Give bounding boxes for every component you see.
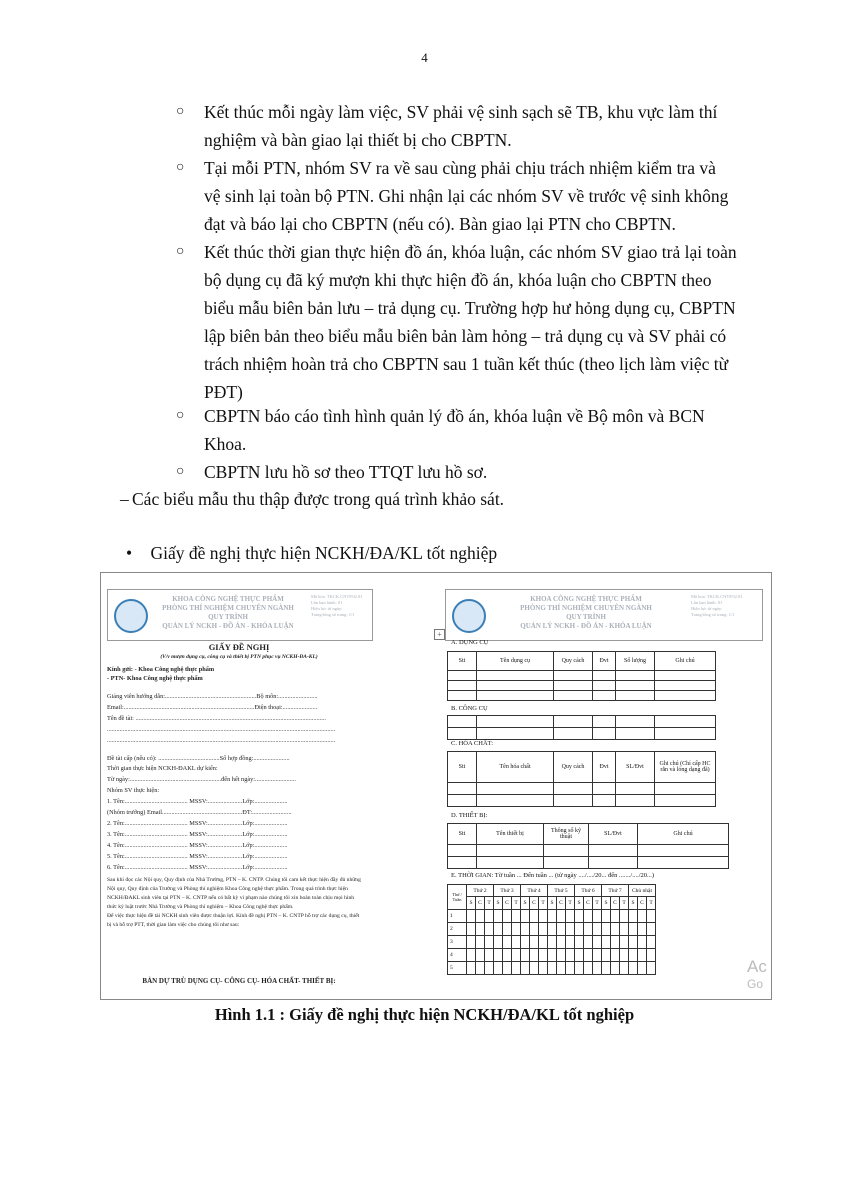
table-cell[interactable] <box>554 716 593 728</box>
schedule-corner-cell: Thứ / Tuần <box>448 885 467 910</box>
form-line: Email:...................................................................................Điện thoại:...................... <box>107 704 318 711</box>
schedule-cell[interactable] <box>584 949 593 962</box>
schedule-cell[interactable] <box>476 910 485 923</box>
schedule-cell[interactable] <box>575 923 584 936</box>
table-cell[interactable] <box>554 681 593 691</box>
schedule-cell[interactable] <box>503 923 512 936</box>
form-line: Sau khi đọc các Nội quy, Quy định của Nhà Trường, PTN – K. CNTP. Chúng tôi cam kết thực hiện đầy đủ những <box>107 877 361 883</box>
table-cell[interactable] <box>616 691 655 701</box>
day-header-cell: Thứ 7 <box>602 885 629 897</box>
session-header-cell: T <box>566 897 575 910</box>
schedule-cell[interactable] <box>602 962 611 975</box>
schedule-cell[interactable] <box>494 936 503 949</box>
university-logo-icon-right <box>452 599 486 633</box>
sub-bullet-line: vệ sinh lại toàn bộ PTN. Ghi nhận lại các nhóm SV về trước vệ sinh không <box>204 186 729 206</box>
schedule-cell[interactable] <box>602 923 611 936</box>
schedule-cell[interactable] <box>620 962 629 975</box>
sub-bullet-line: đạt và báo lại cho CBPTN (nếu có). Bàn giao lại PTN cho CBPTN. <box>204 214 676 234</box>
week-label-cell: 4 <box>448 949 467 962</box>
session-header-cell: C <box>530 897 539 910</box>
schedule-cell[interactable] <box>638 910 647 923</box>
sub-bullet-line: lập biên bản theo biểu mẫu biên bản làm hỏng – trả dụng cụ và SV phải có <box>204 326 727 346</box>
schedule-cell[interactable] <box>647 949 656 962</box>
table-cell[interactable] <box>593 716 616 728</box>
schedule-cell[interactable] <box>629 949 638 962</box>
session-header-cell: S <box>629 897 638 910</box>
table-cell[interactable] <box>448 783 477 795</box>
right-header-meta: Mã hóa: TKCK.CNTP.02.01 Lần ban hành: 01 Hiệu lực từ ngày: Trang/tổng số trang: 1/1 <box>691 594 743 617</box>
schedule-cell[interactable] <box>485 962 494 975</box>
table-header-cell: Tên dụng cụ <box>477 652 554 671</box>
form-line: ................................................................................................................................................. <box>107 737 336 744</box>
section-c-label: C. HÓA CHẤT: <box>451 740 494 747</box>
form-line: 4. Tên:........................................ MSSV:......................Lớp:..................... <box>107 842 288 849</box>
week-label-cell: 5 <box>448 962 467 975</box>
day-header-cell: Thứ 4 <box>521 885 548 897</box>
schedule-cell[interactable] <box>566 962 575 975</box>
sub-bullet-line: Kết thúc thời gian thực hiện đồ án, khóa luận, các nhóm SV giao trả lại toàn <box>204 242 737 262</box>
sub-bullet-line: Tại mỗi PTN, nhóm SV ra về sau cùng phải chịu trách nhiệm kiểm tra và <box>204 158 716 178</box>
session-header-cell: S <box>467 897 476 910</box>
schedule-cell[interactable] <box>530 923 539 936</box>
form-title: GIẤY ĐỀ NGHỊ <box>208 642 270 652</box>
circle-bullet-icon: ○ <box>176 408 185 423</box>
form-subtitle: (V/v mượn dụng cụ, công cụ và thiết bị PTN phục vụ NCKH-ĐA-KL) <box>160 654 318 660</box>
form-line: 3. Tên:........................................ MSSV:......................Lớp:..................... <box>107 831 288 838</box>
form-figure <box>100 572 772 1000</box>
table-cell[interactable] <box>593 681 616 691</box>
sub-bullet-line: PĐT) <box>204 382 243 402</box>
schedule-cell[interactable] <box>575 910 584 923</box>
table-cell[interactable] <box>554 671 593 681</box>
schedule-cell[interactable] <box>539 923 548 936</box>
schedule-cell[interactable] <box>494 910 503 923</box>
schedule-cell[interactable] <box>584 910 593 923</box>
sub-bullet-line: Khoa. <box>204 434 247 454</box>
schedule-cell[interactable] <box>476 949 485 962</box>
table-cell[interactable] <box>477 691 554 701</box>
dot-bullet-icon: • <box>126 543 133 563</box>
table-header-cell: Quy cách <box>554 752 593 783</box>
table-cell[interactable] <box>477 845 544 857</box>
table-header-cell: Thông số kỹ thuật <box>544 824 589 845</box>
table-cell[interactable] <box>554 728 593 740</box>
watermark-text-2: Go <box>747 977 764 991</box>
sub-bullet-item <box>176 458 780 486</box>
table-cell[interactable] <box>655 691 716 701</box>
table-cell[interactable] <box>589 857 638 869</box>
dot-item-text: Giấy đề nghị thực hiện NCKH/ĐA/KL tốt nghiệp <box>150 543 498 563</box>
table-cell[interactable] <box>589 845 638 857</box>
dung-cu-table <box>447 651 716 701</box>
schedule-cell[interactable] <box>647 910 656 923</box>
table-cell[interactable] <box>638 857 729 869</box>
sub-bullet-line: CBPTN báo cáo tình hình quản lý đồ án, khóa luận về Bộ môn và BCN <box>204 406 705 426</box>
table-cell[interactable] <box>616 716 655 728</box>
schedule-cell[interactable] <box>611 936 620 949</box>
schedule-cell[interactable] <box>566 910 575 923</box>
table-cell[interactable] <box>448 716 477 728</box>
table-cell[interactable] <box>477 671 554 681</box>
schedule-cell[interactable] <box>575 962 584 975</box>
cong-cu-table <box>447 715 716 740</box>
schedule-cell[interactable] <box>638 936 647 949</box>
schedule-cell[interactable] <box>593 949 602 962</box>
table-cell[interactable] <box>554 691 593 701</box>
session-header-cell: C <box>476 897 485 910</box>
table-cell[interactable] <box>593 671 616 681</box>
schedule-cell[interactable] <box>647 923 656 936</box>
sub-bullet-item <box>176 238 780 406</box>
schedule-cell[interactable] <box>539 949 548 962</box>
schedule-cell[interactable] <box>620 949 629 962</box>
schedule-cell[interactable] <box>647 962 656 975</box>
schedule-cell[interactable] <box>593 936 602 949</box>
schedule-cell[interactable] <box>503 949 512 962</box>
schedule-cell[interactable] <box>548 949 557 962</box>
section-a-label: A. DỤNG CỤ <box>451 639 489 646</box>
table-header-cell: Đvt <box>593 652 616 671</box>
circle-bullet-icon: ○ <box>176 160 185 175</box>
sub-bullet-line: trách nhiệm hoàn trả cho CBPTN sau 1 tuần kết thúc (theo lịch làm việc từ <box>204 354 729 374</box>
week-label-cell: 2 <box>448 923 467 936</box>
week-label-cell: 1 <box>448 910 467 923</box>
session-header-cell: T <box>593 897 602 910</box>
table-cell[interactable] <box>477 857 544 869</box>
table-cell[interactable] <box>616 795 655 807</box>
schedule-cell[interactable] <box>485 936 494 949</box>
watermark-text-1: Ac <box>747 957 767 976</box>
schedule-cell[interactable] <box>548 962 557 975</box>
table-header-cell: Stt <box>448 752 477 783</box>
form-line: 5. Tên:........................................ MSSV:......................Lớp:..................... <box>107 853 288 860</box>
sub-bullet-line: nghiệm và bàn giao lại thiết bị cho CBPTN. <box>204 130 512 150</box>
table-cell[interactable] <box>616 783 655 795</box>
schedule-cell[interactable] <box>602 910 611 923</box>
left-header-text: KHOA CÔNG NGHỆ THỰC PHẨM PHÒNG THÍ NGHIỆM CHUYÊN NGÀNH QUY TRÌNH QUẢN LÝ NCKH - ĐỒ ÁN - KHÓA LUẬN <box>162 595 294 630</box>
form-line: 2. Tên:........................................ MSSV:......................Lớp:..................... <box>107 820 288 827</box>
schedule-cell[interactable] <box>521 910 530 923</box>
session-header-cell: T <box>512 897 521 910</box>
section-d-label: D. THIẾT BỊ: <box>451 812 488 819</box>
schedule-table <box>447 884 656 975</box>
form-line: ................................................................................................................................................. <box>107 726 336 733</box>
schedule-cell[interactable] <box>602 936 611 949</box>
section-e-label: E. THỜI GIAN: Từ tuần ... Đến tuần ... (từ ngày ..../..../20... đến ......./..../20...) <box>451 872 655 879</box>
dash-bullet-icon: – <box>120 489 129 509</box>
schedule-cell[interactable] <box>611 949 620 962</box>
schedule-cell[interactable] <box>530 936 539 949</box>
form-line: thức kỷ luật trước Nhà Trường và Phòng thí nghiệm – Khoa Công nghệ thực phẩm. <box>107 904 294 910</box>
schedule-cell[interactable] <box>539 910 548 923</box>
schedule-cell[interactable] <box>503 936 512 949</box>
table-cell[interactable] <box>477 783 554 795</box>
schedule-cell[interactable] <box>638 923 647 936</box>
schedule-cell[interactable] <box>593 962 602 975</box>
sub-bullet-line: CBPTN lưu hồ sơ theo TTQT lưu hồ sơ. <box>204 462 488 482</box>
table-cell[interactable] <box>477 681 554 691</box>
schedule-cell[interactable] <box>611 962 620 975</box>
schedule-cell[interactable] <box>521 936 530 949</box>
table-header-cell: Ghi chú <box>655 652 716 671</box>
schedule-cell[interactable] <box>566 936 575 949</box>
table-cell[interactable] <box>593 691 616 701</box>
schedule-cell[interactable] <box>503 910 512 923</box>
form-line: Từ ngày:..........................................................đến hết ngày:.......................... <box>107 776 296 783</box>
circle-bullet-icon: ○ <box>176 104 185 119</box>
table-header-cell: Số lượng <box>616 652 655 671</box>
table-cell[interactable] <box>448 857 477 869</box>
schedule-cell[interactable] <box>521 949 530 962</box>
sub-bullet-item <box>176 98 780 154</box>
session-header-cell: T <box>539 897 548 910</box>
table-cell[interactable] <box>477 716 554 728</box>
table-header-cell: Stt <box>448 824 477 845</box>
schedule-cell[interactable] <box>575 949 584 962</box>
table-header-cell: Stt <box>448 652 477 671</box>
table-cell[interactable] <box>448 681 477 691</box>
schedule-cell[interactable] <box>476 962 485 975</box>
table-header-cell: Tên hóa chất <box>477 752 554 783</box>
schedule-cell[interactable] <box>503 962 512 975</box>
schedule-cell[interactable] <box>467 962 476 975</box>
table-cell[interactable] <box>448 671 477 681</box>
schedule-cell[interactable] <box>467 949 476 962</box>
table-cell[interactable] <box>448 795 477 807</box>
form-line: Tên đề tài: ......................................................................................................................... <box>107 715 326 722</box>
form-line: Giảng viên hướng dẫn:..........................................................Bộ môn:......................... <box>107 693 318 700</box>
thiet-bi-table <box>447 823 729 869</box>
session-header-cell: S <box>548 897 557 910</box>
form-line: bị và hỗ trợ PTT, thời gian làm việc cho chúng tôi như sau: <box>107 922 240 928</box>
table-cell[interactable] <box>554 795 593 807</box>
schedule-cell[interactable] <box>566 949 575 962</box>
schedule-cell[interactable] <box>512 910 521 923</box>
schedule-cell[interactable] <box>566 923 575 936</box>
schedule-cell[interactable] <box>593 910 602 923</box>
table-cell[interactable] <box>448 845 477 857</box>
schedule-cell[interactable] <box>611 923 620 936</box>
schedule-cell[interactable] <box>647 936 656 949</box>
session-header-cell: T <box>647 897 656 910</box>
form-line: Đề tài cấp (nếu có): .......................................Số hợp đồng:....................... <box>107 755 290 762</box>
schedule-cell[interactable] <box>467 910 476 923</box>
schedule-cell[interactable] <box>521 962 530 975</box>
table-header-cell: SL/Đvt <box>616 752 655 783</box>
session-header-cell: C <box>503 897 512 910</box>
schedule-cell[interactable] <box>557 962 566 975</box>
schedule-cell[interactable] <box>602 949 611 962</box>
schedule-cell[interactable] <box>629 923 638 936</box>
schedule-cell[interactable] <box>584 962 593 975</box>
table-cell[interactable] <box>638 845 729 857</box>
table-header-cell: Tên thiết bị <box>477 824 544 845</box>
table-cell[interactable] <box>544 845 589 857</box>
session-header-cell: S <box>521 897 530 910</box>
right-header-text: KHOA CÔNG NGHỆ THỰC PHẨM PHÒNG THÍ NGHIỆM CHUYÊN NGÀNH QUY TRÌNH QUẢN LÝ NCKH - ĐỒ ÁN - KHÓA LUẬN <box>520 595 652 630</box>
day-header-cell: Thứ 3 <box>494 885 521 897</box>
session-header-cell: C <box>557 897 566 910</box>
schedule-cell[interactable] <box>512 936 521 949</box>
schedule-cell[interactable] <box>512 949 521 962</box>
form-line: Nội quy, Quy định của Trường và Phòng thí nghiệm Khoa Công nghệ thực phẩm. Trong quá trình thực hiện <box>107 886 348 892</box>
day-header-cell: Thứ 2 <box>467 885 494 897</box>
table-cell[interactable] <box>655 783 716 795</box>
section-b-label: B. CÔNG CỤ <box>451 705 488 712</box>
schedule-cell[interactable] <box>530 949 539 962</box>
schedule-cell[interactable] <box>485 923 494 936</box>
form-line: 1. Tên:........................................ MSSV:......................Lớp:..................... <box>107 798 288 805</box>
form-line: 6. Tên:........................................ MSSV:......................Lớp:..................... <box>107 864 288 871</box>
form-line: - PTN- Khoa Công nghệ thực phẩm <box>107 675 203 682</box>
schedule-cell[interactable] <box>557 910 566 923</box>
schedule-cell[interactable] <box>629 910 638 923</box>
right-form-header <box>445 589 763 641</box>
table-cell[interactable] <box>544 857 589 869</box>
session-header-cell: S <box>575 897 584 910</box>
schedule-cell[interactable] <box>512 962 521 975</box>
schedule-cell[interactable] <box>512 923 521 936</box>
schedule-cell[interactable] <box>575 936 584 949</box>
session-header-cell: S <box>602 897 611 910</box>
dot-list-item <box>126 543 497 564</box>
schedule-cell[interactable] <box>557 923 566 936</box>
schedule-cell[interactable] <box>584 936 593 949</box>
schedule-cell[interactable] <box>485 949 494 962</box>
form-footer-title: BẢN DỰ TRÙ DỤNG CỤ- CÔNG CỤ- HÓA CHẤT- THIẾT BỊ: <box>142 977 336 985</box>
session-header-cell: T <box>620 897 629 910</box>
schedule-cell[interactable] <box>476 923 485 936</box>
table-cell[interactable] <box>655 681 716 691</box>
schedule-cell[interactable] <box>494 923 503 936</box>
schedule-cell[interactable] <box>611 910 620 923</box>
schedule-cell[interactable] <box>593 923 602 936</box>
form-line: Nhóm SV thực hiện: <box>107 787 160 794</box>
table-cell[interactable] <box>448 691 477 701</box>
dash-item-text: Các biểu mẫu thu thập được trong quá trình khảo sát. <box>132 489 505 509</box>
week-label-cell: 3 <box>448 936 467 949</box>
form-line: Để việc thực hiện đề tài NCKH sinh viên được thuận lợi. Kính đề nghị PTN – K. CNTP hỗ trợ các dụng cụ, thiết <box>107 913 360 919</box>
hoa-chat-table <box>447 751 716 807</box>
schedule-cell[interactable] <box>620 910 629 923</box>
schedule-cell[interactable] <box>638 949 647 962</box>
sub-bullet-line: biểu mẫu biên bản lưu – trả dụng cụ. Trường hợp hư hỏng dụng cụ, CBPTN <box>204 298 736 318</box>
schedule-cell[interactable] <box>521 923 530 936</box>
table-cell[interactable] <box>593 783 616 795</box>
table-cell[interactable] <box>554 783 593 795</box>
sub-bullet-line: Kết thúc mỗi ngày làm việc, SV phải vệ sinh sạch sẽ TB, khu vực làm thí <box>204 102 718 122</box>
schedule-cell[interactable] <box>629 936 638 949</box>
schedule-cell[interactable] <box>629 962 638 975</box>
table-header-cell: Ghi chú <box>638 824 729 845</box>
schedule-cell[interactable] <box>539 936 548 949</box>
form-line: (Nhóm trưởng) Email...................................................ĐT:......................... <box>107 809 292 816</box>
schedule-cell[interactable] <box>467 923 476 936</box>
table-header-cell: SL/Đvt <box>589 824 638 845</box>
session-header-cell: C <box>584 897 593 910</box>
form-line: Kính gửi: - Khoa Công nghệ thực phẩm <box>107 666 215 673</box>
table-cell[interactable] <box>655 795 716 807</box>
sub-bullet-item <box>176 154 780 238</box>
schedule-cell[interactable] <box>530 910 539 923</box>
schedule-cell[interactable] <box>467 936 476 949</box>
table-cell[interactable] <box>655 671 716 681</box>
left-form-header <box>107 589 373 641</box>
table-header-cell: Ghi chú (Chỉ cấp HC rắn và lỏng dạng đã) <box>655 752 716 783</box>
university-logo-icon <box>114 599 148 633</box>
figure-caption: Hình 1.1 : Giấy đề nghị thực hiện NCKH/ĐA/KL tốt nghiệp <box>214 1005 635 1024</box>
table-cell[interactable] <box>477 728 554 740</box>
schedule-cell[interactable] <box>476 936 485 949</box>
table-cell[interactable] <box>655 716 716 728</box>
schedule-cell[interactable] <box>584 923 593 936</box>
schedule-cell[interactable] <box>494 949 503 962</box>
sub-bullet-line: bộ dụng cụ đã ký mượn khi thực hiện đồ án, khóa luận cho CBPTN theo <box>204 270 712 290</box>
session-header-cell: T <box>485 897 494 910</box>
session-header-cell: S <box>494 897 503 910</box>
schedule-cell[interactable] <box>485 910 494 923</box>
table-cell[interactable] <box>593 795 616 807</box>
session-header-cell: C <box>611 897 620 910</box>
session-header-cell: C <box>638 897 647 910</box>
left-header-meta: Mã hóa: TKCK.CNTP.02.01 Lần ban hành: 01 Hiệu lực từ ngày: Trang/tổng số trang: 1/1 <box>311 594 363 617</box>
form-line: Thời gian thực hiện NCKH-ĐAKL dự kiến: <box>107 765 218 772</box>
circle-bullet-icon: ○ <box>176 244 185 259</box>
schedule-cell[interactable] <box>548 923 557 936</box>
sub-bullet-item <box>176 402 780 458</box>
schedule-cell[interactable] <box>548 910 557 923</box>
schedule-cell[interactable] <box>494 962 503 975</box>
schedule-cell[interactable] <box>638 962 647 975</box>
schedule-cell[interactable] <box>548 936 557 949</box>
day-header-cell: Chủ nhật <box>629 885 656 897</box>
day-header-cell: Thứ 6 <box>575 885 602 897</box>
schedule-cell[interactable] <box>557 949 566 962</box>
table-header-cell: Quy cách <box>554 652 593 671</box>
move-handle-icon[interactable]: + <box>434 629 445 640</box>
schedule-cell[interactable] <box>620 923 629 936</box>
schedule-cell[interactable] <box>530 962 539 975</box>
day-header-cell: Thứ 5 <box>548 885 575 897</box>
table-cell[interactable] <box>448 728 477 740</box>
form-line: NCKH/ĐAKL sinh viên tại PTN – K. CNTP nếu có bất kỳ vi phạm nào chúng tôi xin hoàn toàn chịu mọi hình <box>107 895 355 901</box>
table-cell[interactable] <box>477 795 554 807</box>
page-number: 4 <box>421 50 428 65</box>
table-cell[interactable] <box>655 728 716 740</box>
schedule-cell[interactable] <box>620 936 629 949</box>
table-cell[interactable] <box>616 728 655 740</box>
schedule-cell[interactable] <box>539 962 548 975</box>
table-cell[interactable] <box>593 728 616 740</box>
schedule-cell[interactable] <box>557 936 566 949</box>
circle-bullet-icon: ○ <box>176 464 185 479</box>
table-cell[interactable] <box>616 681 655 691</box>
table-header-cell: Đvt <box>593 752 616 783</box>
table-cell[interactable] <box>616 671 655 681</box>
